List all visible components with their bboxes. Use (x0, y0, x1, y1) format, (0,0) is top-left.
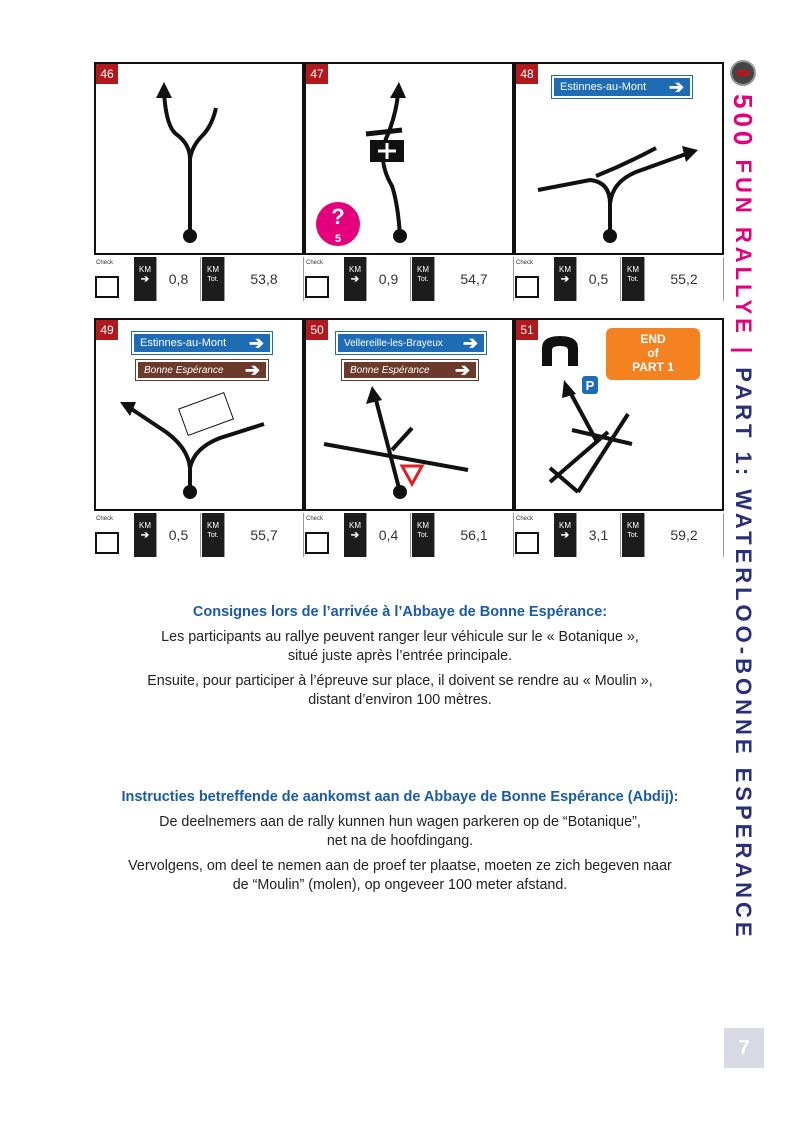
distance-strip (514, 513, 724, 558)
french-paragraph-2: Ensuite, pour participer à l’épreuve sur place, il doivent se rendre au « Moulin », distant d’environ 100 mètres. (147, 673, 653, 708)
km-badge: KM ➔ (344, 257, 366, 301)
distance-strip (94, 257, 304, 302)
check-label: Check (516, 516, 534, 522)
french-instructions (80, 604, 720, 716)
check-box[interactable] (515, 276, 539, 298)
direction-sign-blue: Estinnes-au-Mont ➔ (132, 332, 272, 354)
direction-sign-blue: Estinnes-au-Mont ➔ (552, 76, 692, 98)
km-total-badge: KM Tot. (202, 257, 224, 301)
km-total-value: 56,1 (434, 513, 514, 557)
logo-500: 500 (728, 94, 758, 150)
check-box[interactable] (305, 532, 329, 554)
french-paragraph-1: Les participants au rallye peuvent ranger leur véhicule sur le « Botanique », situé juste après l’entrée principale. (161, 629, 639, 664)
km-partial-value: 0,5 (156, 513, 201, 557)
side-separator: | (731, 346, 756, 358)
tulip-drawing (306, 64, 512, 253)
check-label: Check (516, 260, 534, 266)
tulip-drawing (96, 64, 302, 253)
end-of-part-badge: END of PART 1 (606, 328, 700, 380)
km-total-badge: KM Tot. (202, 513, 224, 557)
arrow-right-icon: ➔ (244, 360, 260, 380)
roadbook-card-49 (94, 318, 304, 558)
direction-sign-brown: Bonne Espérance ➔ (342, 360, 478, 380)
arrow-right-icon: ➔ (668, 77, 684, 97)
fun-rallye: FUN RALLYE (731, 159, 756, 337)
direction-sign-blue: Vellereille-les-Brayeux ➔ (336, 332, 486, 354)
check-box[interactable] (95, 532, 119, 554)
french-heading: Consignes lors de l’arrivée à l’Abbaye de Bonne Espérance: (192, 604, 608, 620)
tulip-diagram (304, 318, 514, 511)
page-number: 7 (724, 1028, 764, 1068)
km-total-badge: KM Tot. (412, 257, 434, 301)
km-partial-value: 0,9 (366, 257, 411, 301)
roadbook-card-46 (94, 62, 304, 302)
tulip-diagram (514, 62, 724, 255)
arrow-right-icon: ➔ (462, 333, 478, 353)
check-box[interactable] (95, 276, 119, 298)
check-label: Check (306, 516, 324, 522)
km-total-value: 55,2 (644, 257, 724, 301)
distance-strip (94, 513, 304, 558)
km-total-badge: KM Tot. (622, 513, 644, 557)
km-badge: KM ➔ (344, 513, 366, 557)
km-partial-value: 0,8 (156, 257, 201, 301)
distance-strip (304, 257, 514, 302)
km-total-badge: KM Tot. (412, 513, 434, 557)
roadbook-card-48 (514, 62, 724, 302)
km-total-badge: KM Tot. (622, 257, 644, 301)
dutch-heading: Instructies betreffende de aankomst aan de Abbaye de Bonne Espérance (Abdij): (121, 789, 679, 805)
instruction-number: 46 (96, 64, 118, 84)
instruction-number: 48 (516, 64, 538, 84)
roadbook-card-50 (304, 318, 514, 558)
question-badge-number: 5 (334, 233, 342, 245)
check-box[interactable] (515, 532, 539, 554)
instruction-number: 47 (306, 64, 328, 84)
instruction-number: 49 (96, 320, 118, 340)
instruction-number: 51 (516, 320, 538, 340)
side-title (728, 60, 758, 1020)
km-partial-value: 0,5 (576, 257, 621, 301)
dutch-paragraph-2: Vervolgens, om deel te nemen aan de proef ter plaatse, moeten ze zich begeven naar de “Moulin” (molen), op ongeveer 100 meter afstand. (128, 858, 672, 893)
roadbook-card-47 (304, 62, 514, 302)
km-badge: KM ➔ (554, 513, 576, 557)
km-partial-value: 3,1 (576, 513, 621, 557)
tulip-diagram (304, 62, 514, 255)
tulip-diagram (514, 318, 724, 511)
part-title: PART 1: WATERLOO-BONNE ESPERANCE (731, 367, 756, 941)
tulip-diagram (94, 318, 304, 511)
dutch-instructions (80, 789, 720, 901)
km-badge: KM ➔ (554, 257, 576, 301)
tulip-diagram (94, 62, 304, 255)
arrow-right-icon: ➔ (248, 333, 264, 353)
roadbook-card-51 (514, 318, 724, 558)
arrow-right-icon: ➔ (454, 360, 470, 380)
instruction-number: 50 (306, 320, 328, 340)
distance-strip (304, 513, 514, 558)
question-badge-symbol: ? (331, 204, 345, 229)
km-total-value: 59,2 (644, 513, 724, 557)
parking-icon: P (585, 378, 595, 393)
check-label: Check (306, 260, 324, 266)
check-label: Check (96, 260, 114, 266)
km-total-value: 55,7 (224, 513, 304, 557)
check-label: Check (96, 516, 114, 522)
side-title-text (728, 94, 758, 941)
km-badge: KM ➔ (134, 513, 156, 557)
km-badge: KM ➔ (134, 257, 156, 301)
km-total-value: 54,7 (434, 257, 514, 301)
km-total-value: 53,8 (224, 257, 304, 301)
fiat-logo-icon (730, 60, 756, 86)
check-box[interactable] (305, 276, 329, 298)
dutch-paragraph-1: De deelnemers aan de rally kunnen hun wagen parkeren op de “Botanique”, net na de hoofdingang. (159, 814, 641, 849)
distance-strip (514, 257, 724, 302)
direction-sign-brown: Bonne Espérance ➔ (136, 360, 268, 380)
km-partial-value: 0,4 (366, 513, 411, 557)
